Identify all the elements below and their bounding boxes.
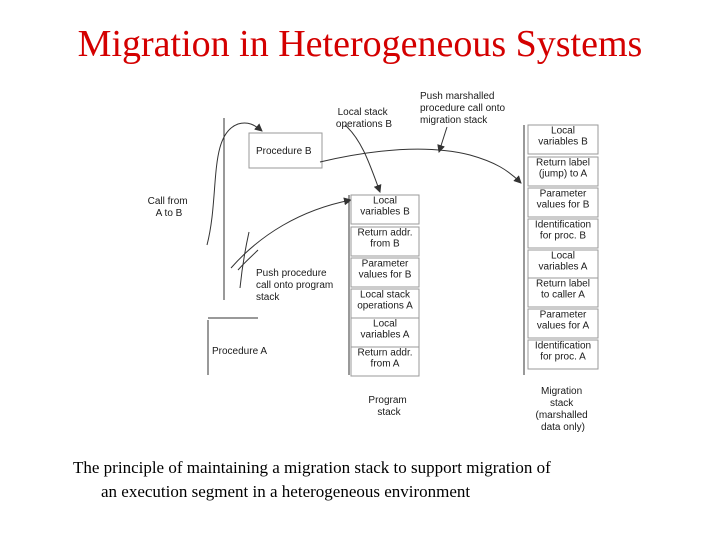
stack-cell-line: Identification (534, 219, 592, 231)
stack-cell-label (536, 279, 590, 301)
stack-cell-line: variables A (360, 329, 410, 341)
procedure-a-label: Procedure A (212, 346, 268, 357)
migration-stack-cells (528, 125, 598, 369)
local-stack-ops-b-label (336, 107, 392, 130)
program-stack-caption (368, 395, 409, 418)
push-procedure-label (256, 268, 336, 303)
program-stack (349, 195, 419, 376)
stack-cell-line: from B (370, 238, 400, 250)
stack-cell-line: values for B (358, 269, 412, 281)
local-stack-ops-b-arrow (345, 125, 380, 192)
push-procedure-line: stack (256, 292, 280, 303)
caption-line: The principle of maintaining a migration stack to support migration of (73, 458, 551, 477)
stack-cell-label (535, 220, 591, 242)
program-stack-cells (351, 195, 419, 376)
stack-cell-line: to caller A (541, 289, 585, 301)
migration-stack (524, 125, 598, 375)
stack-cell-line: Local stack (359, 289, 411, 301)
migration-stack-caption-line: (marshalled (535, 410, 588, 421)
stack-cell-line: variables B (360, 206, 410, 218)
stack-cell-line: Return label (536, 157, 590, 169)
push-procedure-line: Push procedure (256, 268, 327, 279)
push-procedure-line: call onto program (256, 280, 334, 291)
push-marshalled-line: migration stack (420, 115, 488, 126)
stack-cell-line: variables B (538, 136, 588, 148)
stack-cell-line: values for A (536, 320, 590, 332)
stack-cell-line: for proc. B (539, 230, 587, 242)
stack-cell-line: Parameter (361, 258, 409, 270)
stack-cell-line: Identification (534, 340, 592, 352)
push-marshalled-line: Push marshalled (420, 91, 495, 102)
stack-cell-line: Return label (536, 278, 590, 290)
stack-cell-line: Local (551, 250, 575, 262)
stack-cell-line: Parameter (539, 309, 587, 321)
push-marshalled-line: procedure call onto (420, 103, 506, 114)
stack-cell-line: from A (370, 358, 400, 370)
push-marshalled-label (420, 91, 508, 126)
caption-line: an execution segment in a heterogeneous environment (101, 482, 471, 501)
stack-cell-line: Parameter (539, 188, 587, 200)
push-marshalled-arrow (320, 149, 521, 183)
stack-cell-label (536, 158, 590, 180)
local-stack-ops-b-line: Local stack (337, 107, 388, 118)
program-stack-caption-line: Program (368, 395, 407, 406)
stack-cell-line: Local (373, 195, 397, 207)
stack-cell-label (537, 310, 590, 332)
local-stack-ops-b-line: operations B (335, 119, 393, 130)
stack-cell-line: (jump) to A (538, 168, 588, 180)
stack-cell-label (359, 259, 412, 281)
migration-stack-caption (535, 386, 590, 433)
stack-cell-label (357, 290, 413, 312)
stack-cell-line: Local (373, 318, 397, 330)
stack-cell-line: Local (551, 125, 575, 137)
migration-stack-caption-line: stack (549, 398, 574, 409)
migration-stack-caption-line: data only) (541, 422, 585, 433)
slide-title: Migration in Heterogeneous Systems (77, 23, 643, 65)
migration-stack-caption-line: Migration (541, 386, 583, 397)
push-marshalled-pointer (439, 127, 447, 152)
stack-cell-line: operations A (357, 300, 413, 312)
stack-cell-line: Return addr. (357, 227, 413, 239)
stack-cell-line: variables A (538, 261, 588, 273)
program-stack-caption-line: stack (377, 407, 401, 418)
push-procedure-pointer (238, 250, 258, 270)
slide-caption (73, 456, 693, 504)
call-from-line: A to B (155, 208, 183, 219)
stack-cell-label (535, 341, 591, 363)
call-from-line: Call from (147, 196, 188, 207)
call-from-label (148, 196, 191, 219)
stack-cell-line: for proc. A (540, 351, 586, 363)
stack-cell-label (537, 189, 590, 211)
stack-cell-line: Return addr. (357, 347, 413, 359)
stack-cell-line: values for B (536, 199, 590, 211)
procedure-b-label: Procedure B (256, 146, 312, 157)
